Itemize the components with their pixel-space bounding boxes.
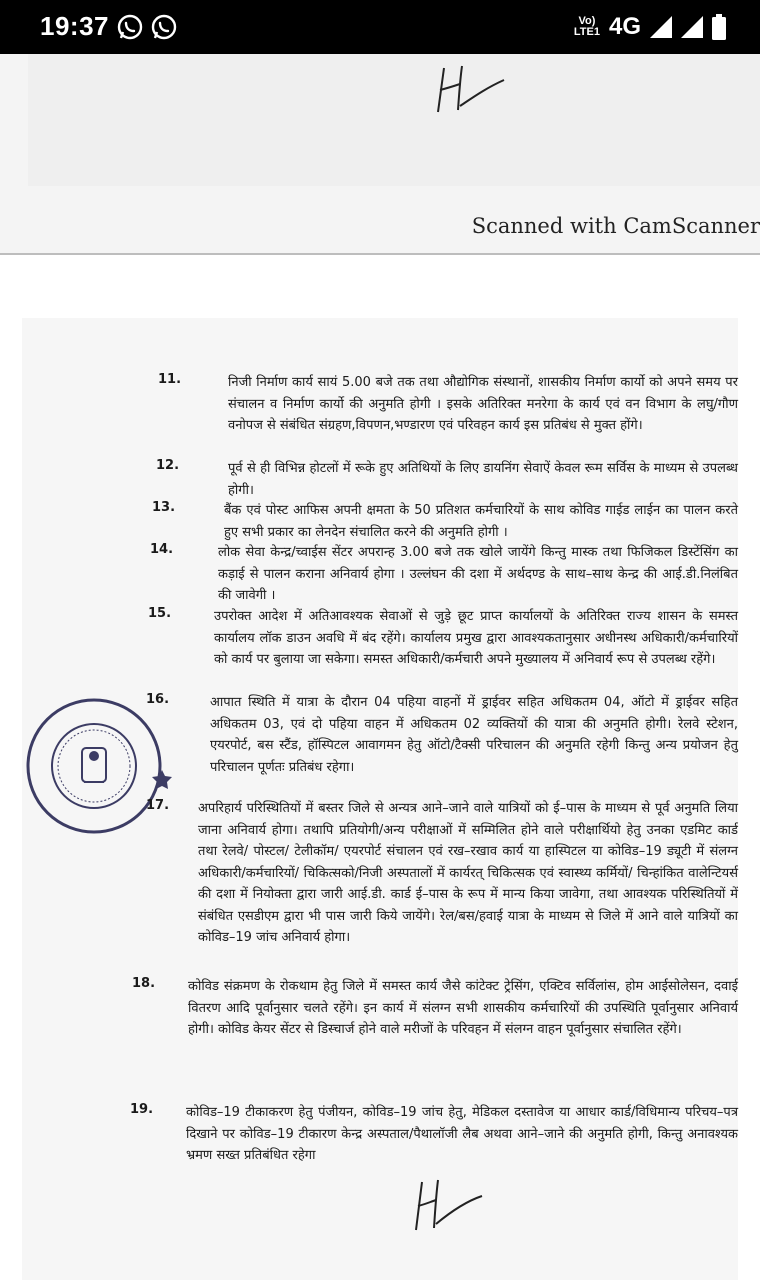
whatsapp-icon	[116, 13, 144, 41]
page-divider	[0, 253, 760, 255]
clause-text: अपरिहार्य परिस्थितियों में बस्तर जिले से अन्यत्र आने–जाने वाले यात्रियों को ई–पास के माध्यम से पूर्व अनुमति लिया जाना अनिवार्य होगा। तथापि प्रतियोगी/अन्य परीक्षाओं में सम्मिलित होने वाले परीक्षार्थियो हेतु उनका एडमिट कार्ड तथा रेलवे/ पोस्टल/ टेलीकॉम/ एयरपोर्ट संचालन एवं रख–रखाव कार्य या हास्पिटल या कोविड–19 ड्यूटी में संलग्न अधिकारी/कर्मचारियों/ चिकित्सको/निजी अस्पतालों में कार्यरत् चिकित्सक एवं स्वास्थ्य कर्मियों/ चिन्हांकित वालेन्टियर्स की दशा में नियोक्ता द्वारा जारी आई.डी. कार्ड ई–पास के रूप में मान्य किया जावेगा, तथा आवश्यक परिस्थितियों में संबंधित एसडीएम द्वारा भी पास जारी किये जायेंगे। रेल/बस/हवाई यात्रा के माध्यम से जिले में आने वाले यात्रियों का कोविड–19 जांच अनिवार्य होगा।	[198, 801, 738, 945]
clause-number: 17.	[146, 798, 170, 813]
clause-text: पूर्व से ही विभिन्न होटलों में रूके हुए अतिथियों के लिए डायनिंग सेवाऐं केवल रूम सर्विस के माध्यम से उपलब्ध होगी।	[228, 461, 738, 498]
clause-number: 13.	[152, 500, 176, 515]
whatsapp-icon	[150, 13, 178, 41]
signature-mark	[408, 1174, 488, 1236]
volte-bottom: LTE1	[573, 26, 600, 38]
clause-text: आपात स्थिति में यात्रा के दौरान 04 पहिया वाहनों में ड्राईवर सहित अधिकतम 04, ऑटो में ड्राईवर सहित अधिकतम 03, एवं दो पहिया वाहन में अधिकतम 02 व्यक्तियों की यात्रा की अनुमति होगी। रेलवे स्टेशन, एयरपोर्ट, बस स्टैंड, हॉस्पिटल आवागमन हेतु ऑटो/टैक्सी परिचालन की अनुमति रहेगी किन्तु अन्य प्रयोजन हेतु परिचालन पूर्णतः प्रतिबंध रहेगा।	[210, 695, 738, 775]
signal-icon	[681, 16, 703, 38]
clause-text: उपरोक्त आदेश में अतिआवश्यक सेवाओं से जुड़े छूट प्राप्त कार्यालयों के अतिरिक्त राज्य शासन के समस्त कार्यालय लॉक डाउन अवधि में बंद रहेंगे। कार्यालय प्रमुख द्वारा आवश्यकतानुसार अधीनस्थ अधिकारी/कर्मचारियों को कार्य पर बुलाया जा सकेगा। समस्त अधिकारी/कर्मचारी अपने मुख्यालय में अनिवार्य रूप से उपलब्ध रहेंगे।	[214, 609, 738, 667]
scanned-document	[22, 318, 738, 1280]
clause-text: कोविड संक्रमण के रोकथाम हेतु जिले में समस्त कार्य जैसे कांटेक्ट ट्रेसिंग, एक्टिव सर्विलांस, होम आईसोलेसन, दवाई वितरण आदि पूर्वानुसार चलते रहेंगे। इन कार्य में संलग्न सभी शासकीय कर्मचारियों की उपस्थिति पूर्वानुसार अनिवार्य होगी। कोविड केयर सेंटर से डिस्चार्ज होने वाले मरीजों के परिवहन में संलग्न वाहन पूर्वानुसार संचालित रहेंगे।	[188, 979, 738, 1037]
volte-top: Vo)	[578, 15, 596, 27]
office-seal-stamp	[22, 686, 182, 846]
clause-text: लोक सेवा केन्द्र/च्वाईस सेंटर अपरान्ह 3.00 बजे तक खोले जायेंगे किन्तु मास्क तथा फिजिकल डिस्टेंसिंग का कड़ाई से पालन कराना अनिवार्य होगा । उल्लंघन की दशा में अर्थदण्ड के साथ–साथ केन्द्र की आई.डी.निलंबित की जावेगी ।	[218, 545, 738, 603]
clause-text: निजी निर्माण कार्य सायं 5.00 बजे तक तथा औद्योगिक संस्थानों, शासकीय निर्माण कार्यो को अपने समय पर संचालन व निर्माण कार्यो की अनुमति होगी । इसके अतिरिक्त मनरेगा के कार्य एवं वन विभाग के लघु/गौण वनोपज से संबंधित संग्रहण,विपणन,भण्डारण एवं परिवहन कार्य इस प्रतिबंध से मुक्त होंगे।	[228, 375, 738, 433]
camscanner-watermark: Scanned with CamScanner	[471, 214, 760, 238]
clause-number: 18.	[132, 976, 156, 991]
clause-number: 19.	[130, 1102, 154, 1117]
clause-number: 12.	[156, 458, 180, 473]
clause-number: 15.	[148, 606, 172, 621]
clause-text: कोविड–19 टीकाकरण हेतु पंजीयन, कोविड–19 जांच हेतु, मेडिकल दस्तावेज या आधार कार्ड/विधिमान्य परिचय–पत्र दिखाने पर कोविड–19 टीकारण केन्द्र अस्पताल/पैथालॉजी लैब अथवा आने–जाने की अनुमति होगी, किन्तु अनावश्यक भ्रमण सख्त प्रतिबंधित रहेगा	[186, 1105, 738, 1163]
network-type: 4G	[608, 13, 641, 40]
clause-number: 11.	[158, 372, 182, 387]
status-time: 19:37	[40, 11, 109, 41]
clause-text: बैंक एवं पोस्ट आफिस अपनी क्षमता के 50 प्रतिशत कर्मचारियों के साथ कोविड गाईड लाईन का पालन करते हुए सभी प्रकार का लेनदेन संचालित करने की अनुमति होगी ।	[224, 503, 738, 540]
clause-number: 14.	[150, 542, 174, 557]
signal-icon	[650, 16, 672, 38]
battery-icon	[712, 14, 726, 40]
previous-page-scan	[28, 54, 760, 186]
status-indicators	[574, 10, 726, 44]
clause-number: 16.	[146, 692, 170, 707]
volte-indicator	[574, 16, 600, 38]
status-bar	[0, 0, 760, 54]
signature-mark	[430, 60, 510, 120]
